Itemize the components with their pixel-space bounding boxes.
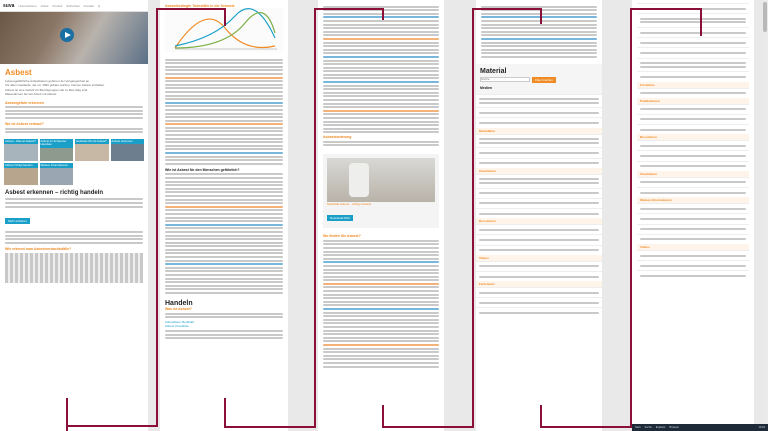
section-heading: Wie ist Asbest für den Menschen gefährlich? (165, 167, 240, 172)
page-column-3 (318, 0, 444, 431)
topic-tile[interactable]: Asbest richtig handeln (4, 163, 38, 185)
chart-title: Asbestbedingte Todesfälle in der Schweiz (165, 4, 235, 8)
subtitle: Medien (480, 85, 493, 90)
flow-line (382, 426, 474, 428)
topic-tile[interactable]: Asbest im Schweizer Hausbau (40, 139, 74, 161)
page-column-5 (632, 0, 754, 431)
flow-line (156, 8, 158, 427)
bullet-item: Vor allem Gebäude, die vor 1990 gebaut wurden, können Asbest enthalten. (5, 83, 105, 88)
bullet-item: Asbest ist eine Gefahr für Berufsgruppen die im Bau tätig sind. (5, 87, 89, 92)
asbestos-diagram (5, 253, 143, 283)
scrollbar[interactable] (762, 0, 768, 431)
flow-line (472, 8, 540, 10)
bullet-item: Massnahmen bei der Arbeit mit Asbest. (5, 92, 58, 97)
category-label: Factsheets (476, 281, 602, 287)
media-card (323, 154, 439, 228)
page-column-2 (160, 0, 288, 431)
category-label: Broschüren (637, 134, 749, 140)
subheading: Was ist Asbest? (165, 307, 192, 311)
section-title: Material (480, 67, 507, 75)
material-list (476, 94, 602, 318)
download-button[interactable]: Download PDF (327, 215, 353, 221)
more-button[interactable]: Mehr erfahren (5, 218, 30, 224)
scrollbar-thumb[interactable] (763, 2, 767, 32)
taskbar-item[interactable]: Explorer (655, 426, 666, 429)
clock: 10:24 (758, 426, 765, 429)
section-heading: Handeln (165, 300, 193, 307)
topic-tile[interactable]: Asbest erkennen (111, 139, 145, 161)
topic-tile[interactable]: Asbest - Was ist Asbest? (4, 139, 38, 161)
taskbar-item[interactable]: Browser (669, 426, 680, 429)
category-label: Merkblätter (476, 128, 602, 134)
flow-line (314, 8, 382, 10)
doc-link[interactable]: Asbest Checkliste (165, 324, 189, 329)
category-label: Videos (637, 244, 749, 250)
taskbar (632, 424, 768, 431)
play-icon[interactable] (60, 28, 74, 42)
category-label: Videos (476, 255, 602, 261)
flow-line (540, 405, 542, 428)
nav-item[interactable]: Kontakt (83, 3, 94, 8)
nav-item[interactable]: Unternehmen (18, 3, 37, 8)
category-label: Checklisten (637, 171, 749, 177)
nav-item[interactable]: Sicherheit (66, 3, 80, 8)
section-heading: Asbestgefahr erkennen (5, 100, 44, 105)
page-column-1 (0, 0, 148, 431)
flow-line (472, 8, 474, 428)
flow-line (382, 8, 384, 20)
section-heading: Asbest erkennen – richtig handeln (5, 189, 104, 196)
category-label: Weitere Informationen (637, 197, 749, 203)
material-section (476, 64, 602, 94)
topic-tiles (0, 139, 148, 185)
image-caption: Merkblatt Asbest - richtig handeln (327, 201, 372, 206)
nav-item[interactable]: Freizeit (52, 3, 63, 8)
flow-line (224, 8, 226, 26)
flow-line (224, 398, 226, 428)
filter-button[interactable]: Filter löschen (532, 77, 556, 83)
topic-tile[interactable]: Weitere Informationen (40, 163, 74, 185)
category-label: Checklisten (476, 168, 602, 174)
flow-line (156, 8, 224, 10)
category-label: Formulare (637, 82, 749, 88)
flow-line (224, 426, 316, 428)
flow-line (540, 426, 630, 428)
section-heading: Asbestsanierung (323, 134, 352, 139)
flow-line (540, 8, 542, 24)
flow-line (700, 8, 702, 36)
flow-line (66, 425, 158, 427)
flow-line (630, 8, 632, 428)
doc-link[interactable]: Asbestfaser Merkblatt (165, 319, 195, 324)
flow-line (382, 405, 384, 428)
category-label: Broschüren (476, 218, 602, 224)
worker-image (327, 158, 435, 202)
site-header (0, 0, 148, 12)
hero-video[interactable] (0, 12, 148, 64)
search-input[interactable] (480, 77, 530, 82)
page-title: Asbest (5, 68, 32, 77)
nav-item[interactable]: Arbeit (40, 3, 49, 8)
flow-line (630, 8, 700, 10)
topic-tile[interactable]: Gebäude Wo ist Asbest? (75, 139, 109, 161)
site-logo[interactable]: suva (3, 2, 15, 9)
search-icon[interactable]: Q (97, 3, 101, 8)
category-label: Publikationen (637, 98, 749, 104)
page-column-4 (476, 0, 602, 431)
section-heading: Wo finden Sie Asbest? (323, 234, 361, 239)
intro-text: Lebensgefährliche Asbestfasern gehören der Vergangenheit an. (5, 79, 90, 83)
flow-line (314, 8, 316, 428)
section-heading: Wo ist Asbest verbaut? (5, 122, 44, 126)
section-heading: Wie erkennt man Asbestverdachtsfälle? (5, 246, 72, 251)
taskbar-item[interactable]: Suche (644, 426, 652, 429)
taskbar-item[interactable]: Start (635, 426, 641, 429)
